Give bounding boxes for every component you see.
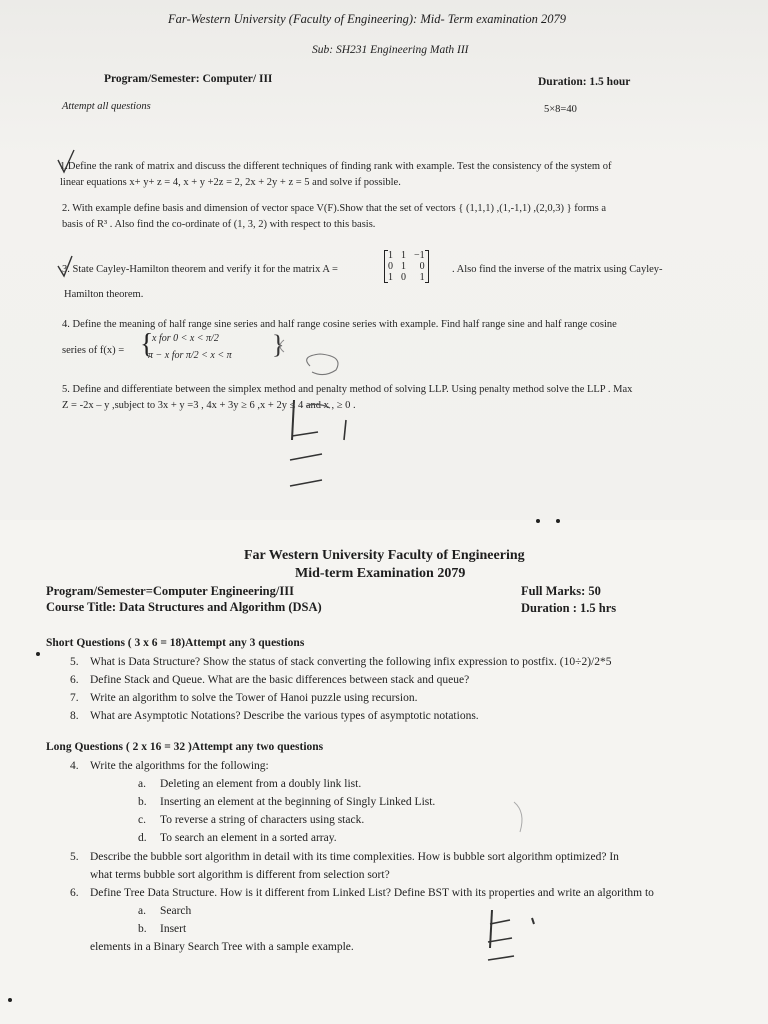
list-item: 7. Write an algorithm to solve the Tower of Hanoi puzzle using recursion. xyxy=(70,692,418,704)
matrix-a xyxy=(384,250,429,283)
piecewise-case-2: π − x for π/2 < x < π xyxy=(148,350,232,361)
list-item: c. To reverse a string of characters using stack. xyxy=(138,814,365,826)
long-question-6: 6. Define Tree Data Structure. How is it different from Linked List? Define BST with its properties and write an algorithm to a. Search b. Insert elements in a Binary Search Tree with a sample example. xyxy=(70,887,654,953)
matrix-cell: 1 xyxy=(388,272,393,283)
dot-mark xyxy=(36,652,40,656)
list-item: a. Deleting an element from a doubly link list. xyxy=(138,778,362,790)
question-line: 2. With example define basis and dimension of vector space V(F).Show that the set of vectors { (1,1,1) ,(1,-1,1) ,(2,0,3) } forms a xyxy=(62,203,607,214)
piecewise-brace: { xyxy=(140,329,154,360)
long-question-5: 5. Describe the bubble sort algorithm in detail with its time complexities. How is bubble sort algorithm optimized? In what terms bubble sort algorithm is different from selection sort? xyxy=(70,851,619,881)
long-question-4: 4. Write the algorithms for the following: a. Deleting an element from a doubly link list. b. Inserting an element at the beginning of Singly Linked List. c. To reverse a string of characters using stack. d. To search an element in a sorted array. xyxy=(70,757,435,847)
matrix-cell: 1 xyxy=(401,250,406,261)
dsa-duration: Duration : 1.5 hrs xyxy=(521,601,617,615)
math-paper-title: Far-Western University (Faculty of Engineering): Mid- Term examination 2079 xyxy=(168,12,567,26)
matrix-cell: 1 xyxy=(419,272,425,283)
math-question-3-intro: 3. State Cayley-Hamilton theorem and verify it for the matrix A = xyxy=(62,264,338,275)
list-item: b. Insert xyxy=(138,923,187,935)
list-item: b. Inserting an element at the beginning of Singly Linked List. xyxy=(138,796,436,808)
dsa-full-marks: Full Marks: 50 xyxy=(521,584,601,598)
math-question-1 xyxy=(60,159,611,191)
dot-mark xyxy=(536,519,540,523)
dot-mark xyxy=(8,998,12,1002)
list-item: 6. Define Stack and Queue. What are the basic differences between stack and queue? xyxy=(70,674,470,686)
question-line: 5. Define and differentiate between the simplex method and penalty method of solving LLP. Using penalty method solve the LLP . Max xyxy=(62,384,633,395)
list-item: a. Search xyxy=(138,905,192,917)
question-line: 1.Define the rank of matrix and discuss the different techniques of finding rank with example. Test the consistency of the system of xyxy=(60,161,612,172)
dsa-course-title: Course Title: Data Structures and Algorithm (DSA) xyxy=(46,600,322,614)
math-question-3-rest: . Also find the inverse of the matrix using Cayley- xyxy=(452,264,663,275)
math-question-2 xyxy=(62,201,606,233)
list-item: 5. What is Data Structure? Show the status of stack converting the following infix expression to postfix. (10÷2)/2*5 xyxy=(70,656,612,668)
list-item: d. To search an element in a sorted array. xyxy=(138,832,337,844)
math-paper-instruction: Attempt all questions xyxy=(62,101,151,112)
piecewise-lead: series of f(x) = xyxy=(62,345,125,356)
piecewise-brace-close: } xyxy=(272,330,285,359)
math-paper-program: Program/Semester: Computer/ III xyxy=(104,73,273,85)
piecewise-case-1: x for 0 < x < π/2 xyxy=(152,333,219,344)
dot-mark xyxy=(556,519,560,523)
question-line: linear equations x+ y+ z = 4, x + y +2z = 2, 2x + 2y + z = 5 and solve if possible. xyxy=(60,177,401,188)
short-questions-heading: Short Questions ( 3 x 6 = 18)Attempt any 3 questions xyxy=(46,637,305,649)
math-question-4: 4. Define the meaning of half range sine series and half range cosine series with example. Find half range sine and half range cosine xyxy=(62,319,617,330)
math-question-5 xyxy=(62,382,632,414)
long-questions-heading: Long Questions ( 2 x 16 = 32 )Attempt any two questions xyxy=(46,741,324,753)
dsa-program: Program/Semester=Computer Engineering/III xyxy=(46,584,294,598)
math-paper-marks: 5×8=40 xyxy=(544,104,577,115)
matrix-cell: 0 xyxy=(401,272,406,283)
math-paper-duration: Duration: 1.5 hour xyxy=(538,76,631,88)
math-question-3-line2: Hamilton theorem. xyxy=(64,289,144,300)
matrix-cell: −1 xyxy=(414,250,425,261)
list-item: 8. What are Asymptotic Notations? Describe the various types of asymptotic notations. xyxy=(70,710,479,722)
matrix-cell: 1 xyxy=(401,261,406,272)
short-questions-list xyxy=(70,653,611,725)
dsa-exam-title: Mid-term Examination 2079 xyxy=(295,566,466,581)
dsa-university-title: Far Western University Faculty of Engineering xyxy=(244,548,525,563)
matrix-cell: 0 xyxy=(388,261,393,272)
matrix-cell: 0 xyxy=(419,261,425,272)
question-line: Z = -2x – y ,subject to 3x + y =3 , 4x + 3y ≥ 6 ,x + 2y ≤ 4 and x , ≥ 0 . xyxy=(62,400,356,411)
matrix-cell: 1 xyxy=(388,250,393,261)
math-paper-subject: Sub: SH231 Engineering Math III xyxy=(312,44,469,56)
question-line: basis of R³ . Also find the co-ordinate of (1, 3, 2) with respect to this basis. xyxy=(62,219,376,230)
